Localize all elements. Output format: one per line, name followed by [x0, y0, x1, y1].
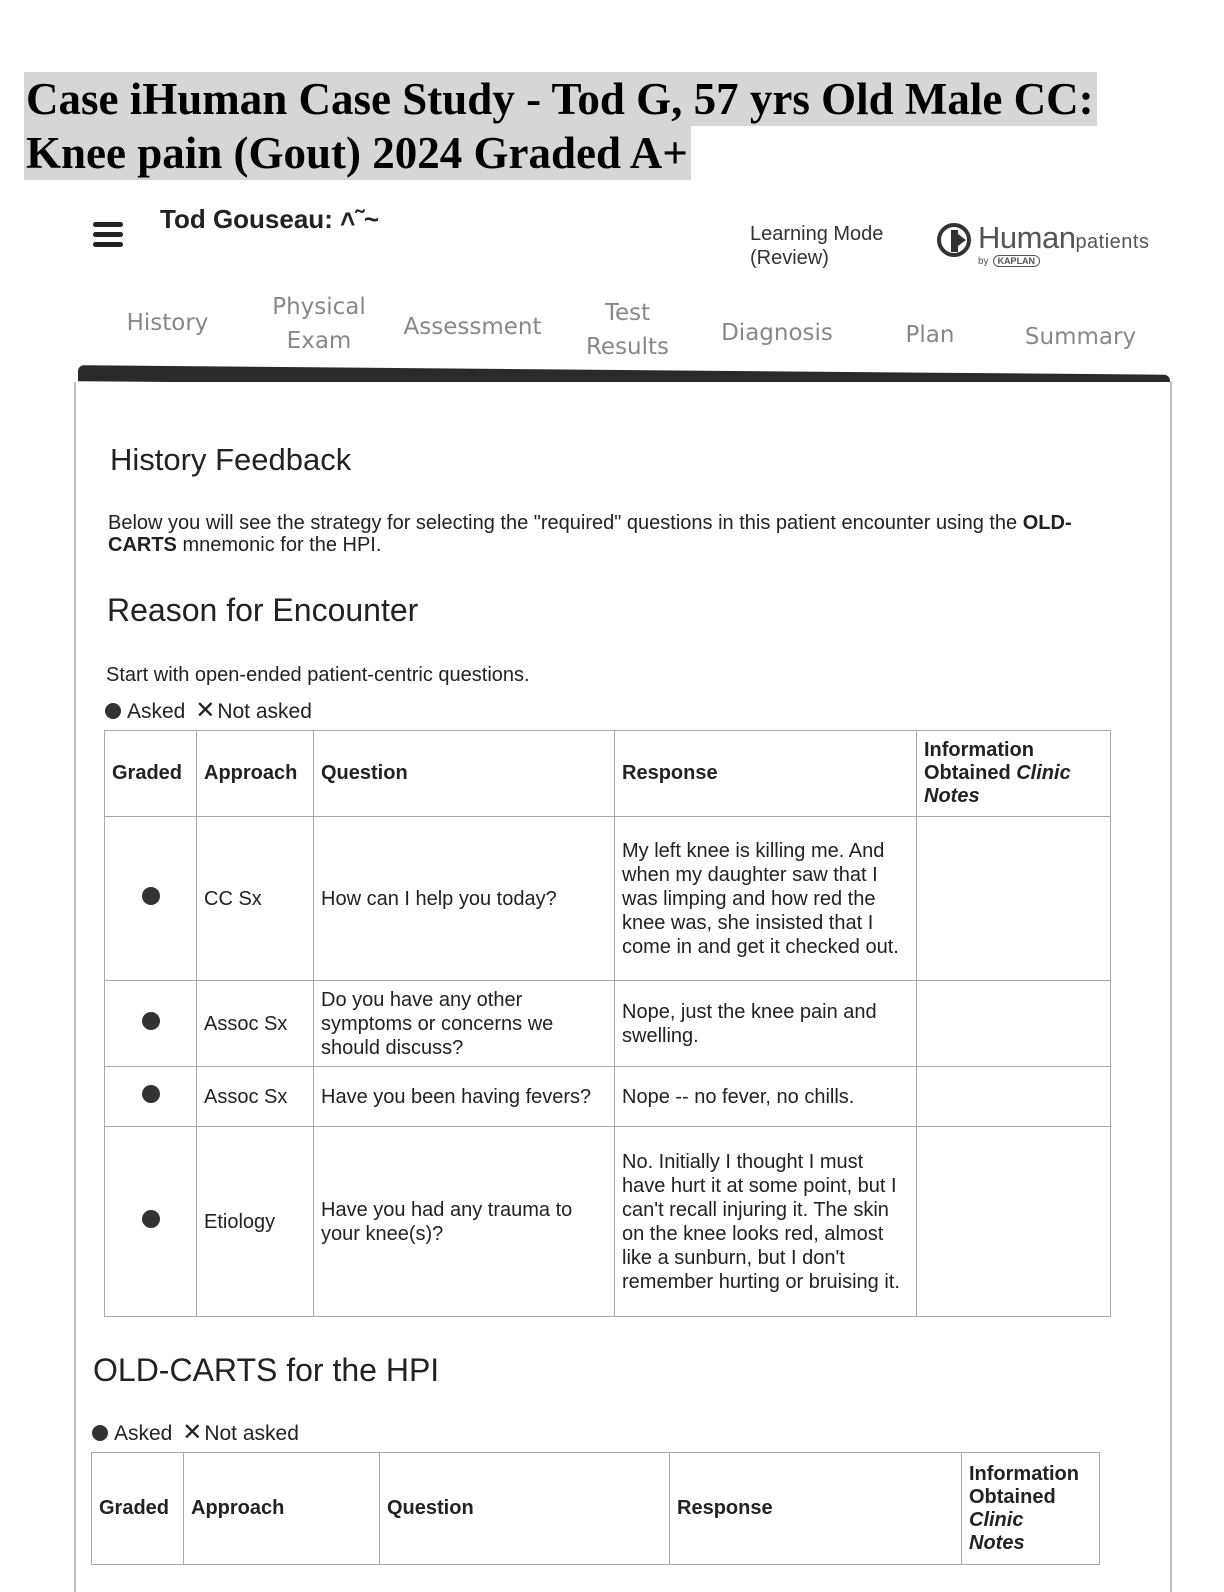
app-header — [90, 200, 1170, 290]
col-graded: Graded — [92, 1453, 184, 1565]
logo-by-text: by — [978, 256, 989, 267]
col-information-obtained — [962, 1453, 1100, 1565]
document-title-line-1: Case iHuman Case Study - Tod G, 57 yrs Old Male CC: — [24, 72, 1097, 126]
history-feedback-heading: History Feedback — [110, 442, 352, 477]
table-header-row — [92, 1453, 1100, 1565]
oldcarts-heading: OLD-CARTS for the HPI — [93, 1352, 440, 1388]
table-row — [105, 981, 1111, 1067]
info-label: Information — [969, 1462, 1079, 1485]
table-row — [105, 817, 1111, 981]
tab-label: Diagnosis — [721, 320, 833, 346]
legend-not-asked: Not asked — [204, 1422, 299, 1445]
intro-text: Below you will see the strategy for selecting the "required" questions in this patient encounter using the — [108, 512, 1018, 534]
logo-wordmark — [978, 220, 1150, 256]
tab-test-results[interactable] — [575, 296, 680, 364]
tab-label: Assessment — [403, 314, 542, 340]
reason-for-encounter-heading: Reason for Encounter — [107, 592, 419, 628]
table-row — [105, 1067, 1111, 1127]
tab-label-line-2: Results — [585, 334, 670, 360]
tab-assessment[interactable] — [400, 310, 545, 344]
intro-text-end: mnemonic for the HPI. — [182, 534, 382, 556]
not-asked-x-icon: ✕ — [195, 697, 216, 724]
response-cell: My left knee is killing me. And when my daughter saw that I was limping and how red the knee was, she insisted that I come in and get it checked out. — [615, 817, 917, 981]
not-asked-x-icon: ✕ — [182, 1419, 203, 1446]
logo-brand-text: KAPLAN — [993, 255, 1041, 267]
graded-cell — [105, 1067, 197, 1127]
col-approach: Approach — [197, 731, 314, 817]
graded-cell — [105, 1127, 197, 1317]
patient-name: Tod Gouseau: ˄˜~ — [160, 204, 380, 234]
mode-line-1: Learning Mode — [750, 223, 884, 245]
response-cell: Nope, just the knee pain and swelling. — [615, 981, 917, 1067]
tab-label: Summary — [1024, 324, 1137, 350]
col-approach: Approach — [184, 1453, 380, 1565]
obtained-label: Obtained — [969, 1485, 1056, 1508]
col-graded: Graded — [105, 731, 197, 817]
tab-label: Plan — [905, 322, 955, 348]
info-label: Information Obtained — [924, 739, 1034, 784]
reason-subtitle: Start with open-ended patient-centric questions. — [106, 664, 530, 686]
feedback-intro — [108, 512, 1108, 556]
legend-asked: Asked — [114, 1422, 173, 1445]
logo-main-text: Human — [978, 220, 1076, 255]
intro-mnemonic: OLD-CARTS — [108, 512, 1072, 556]
tab-history[interactable] — [120, 306, 215, 340]
approach-cell: Etiology — [197, 1127, 314, 1317]
table-header-row — [105, 731, 1111, 817]
asked-dot-icon — [92, 1425, 108, 1441]
tab-plan[interactable] — [895, 318, 965, 352]
question-cell: Have you been having fevers? — [314, 1067, 615, 1127]
col-information-obtained — [917, 731, 1111, 817]
logo-byline — [978, 256, 1040, 267]
graded-cell — [105, 981, 197, 1067]
asked-dot-icon — [142, 887, 160, 905]
asked-dot-icon — [142, 1210, 160, 1228]
clinic-notes-label: Clinic Notes — [924, 762, 1071, 807]
clinic-label: Clinic — [969, 1508, 1024, 1531]
tab-physical-exam[interactable] — [260, 290, 378, 358]
question-cell: Do you have any other symptoms or concerns we should discuss? — [314, 981, 615, 1067]
info-cell — [917, 817, 1111, 981]
info-cell — [917, 1127, 1111, 1317]
asked-dot-icon — [142, 1085, 160, 1103]
tab-label: Physical — [272, 294, 366, 320]
legend-oldcarts — [92, 1418, 299, 1447]
graded-cell — [105, 817, 197, 981]
reason-for-encounter-table — [104, 730, 1111, 1317]
document-title — [24, 72, 1097, 180]
response-cell: No. Initially I thought I must have hurt it at some point, but I can't recall injuring it. The skin on the knee looks red, almost like a sunburn, but I don't remember hurting or bruising it. — [615, 1127, 917, 1317]
table-row — [105, 1127, 1111, 1317]
response-cell: Nope -- no fever, no chills. — [615, 1067, 917, 1127]
question-cell: How can I help you today? — [314, 817, 615, 981]
notes-label: Notes — [969, 1531, 1025, 1554]
tab-label: History — [126, 310, 209, 336]
legend-not-asked: Not asked — [217, 700, 312, 723]
document-title-line-2: Knee pain (Gout) 2024 Graded A+ — [24, 126, 691, 180]
hamburger-menu-icon[interactable] — [93, 222, 123, 248]
legend-asked: Asked — [127, 700, 186, 723]
asked-dot-icon — [142, 1012, 160, 1030]
tab-summary[interactable] — [1018, 320, 1143, 354]
info-cell — [917, 981, 1111, 1067]
approach-cell: CC Sx — [197, 817, 314, 981]
approach-cell: Assoc Sx — [197, 1067, 314, 1127]
col-question: Question — [380, 1453, 670, 1565]
info-cell — [917, 1067, 1111, 1127]
oldcarts-table — [91, 1452, 1100, 1565]
tab-label-line-2: Exam — [286, 328, 352, 354]
col-response: Response — [615, 731, 917, 817]
main-tabs — [100, 288, 1170, 374]
mode-line-2: (Review) — [750, 247, 829, 269]
asked-dot-icon — [105, 703, 121, 719]
approach-cell: Assoc Sx — [197, 981, 314, 1067]
tab-diagnosis[interactable] — [712, 316, 842, 350]
logo-small-text: patients — [1075, 231, 1150, 253]
col-response: Response — [670, 1453, 962, 1565]
ihuman-kaplan-logo — [936, 220, 1176, 270]
legend-reason — [105, 696, 312, 725]
col-question: Question — [314, 731, 615, 817]
tab-label: Test — [604, 300, 651, 326]
learning-mode-label — [750, 222, 883, 270]
question-cell: Have you had any trauma to your knee(s)? — [314, 1127, 615, 1317]
ihuman-logo-icon — [936, 222, 972, 258]
